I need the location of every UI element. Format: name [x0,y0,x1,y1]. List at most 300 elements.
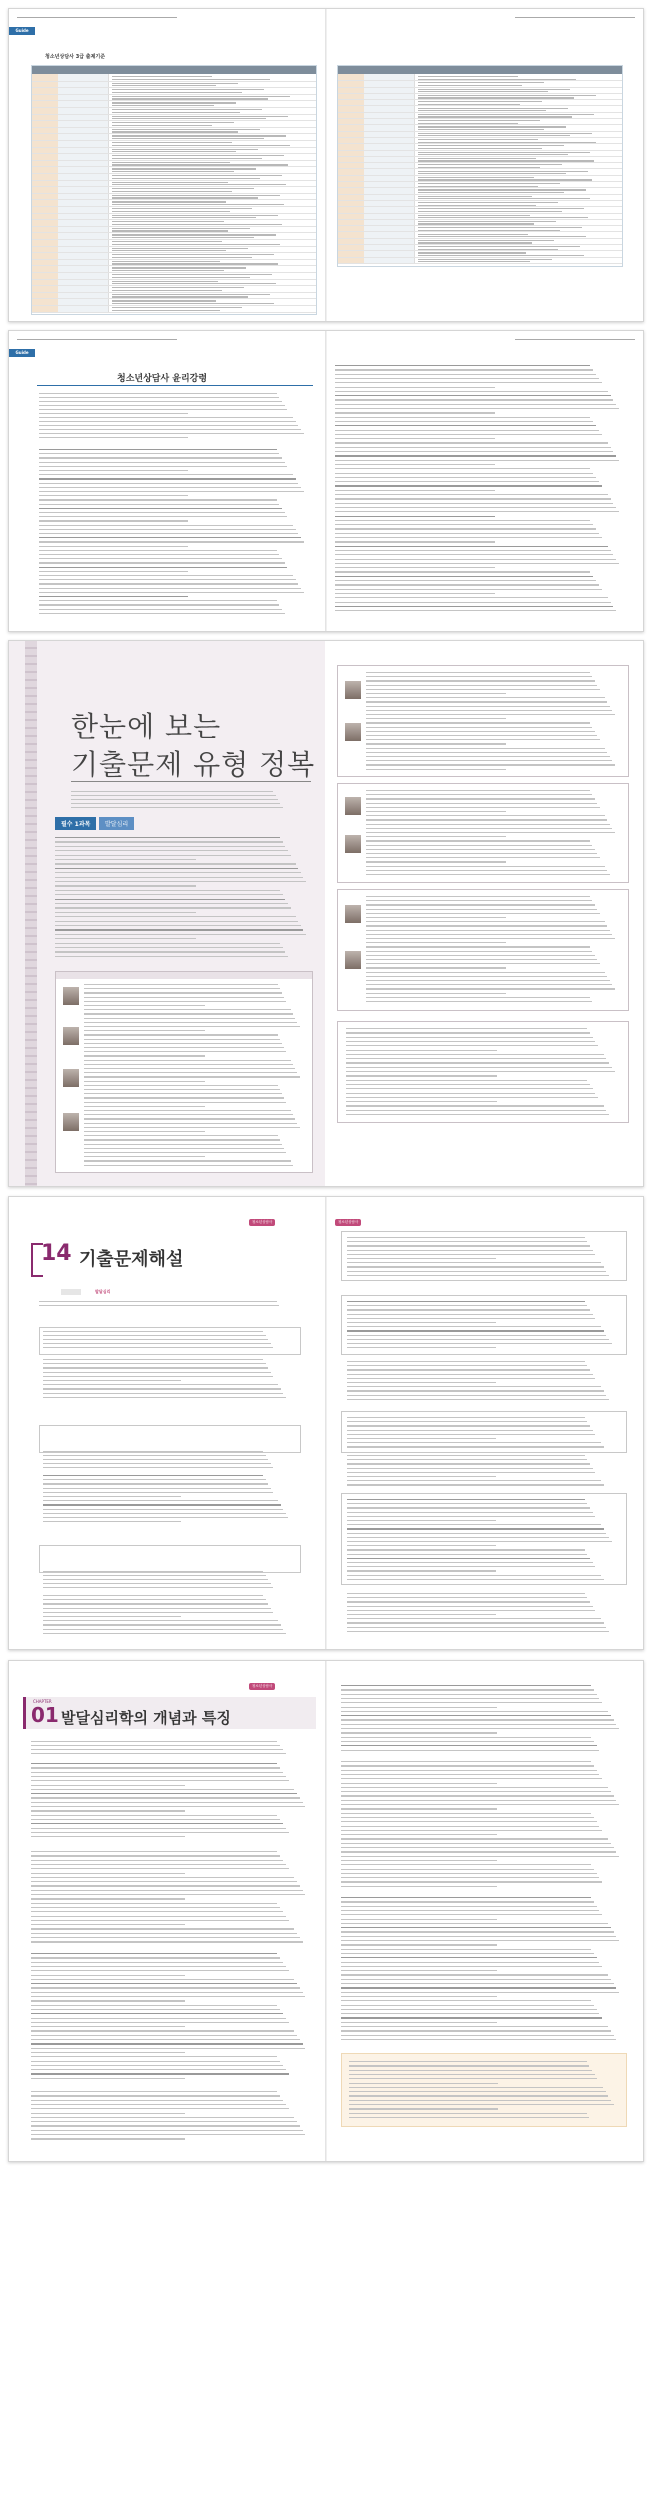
text-line [347,1318,595,1319]
text-line [39,470,188,471]
text-line [39,575,293,576]
cell-text [418,261,530,262]
text-line [366,857,600,858]
text-line [341,1996,497,1997]
spread-ethics-code [8,330,644,632]
text-line [341,1966,602,1967]
text-line [341,2005,594,2006]
text-line [346,1067,612,1068]
text-line [55,903,288,904]
text-line [347,1378,595,1379]
text-line [347,1326,601,1327]
spread-exam-solutions [8,1196,644,1650]
theorist-portrait [344,904,362,924]
text-line [347,1430,593,1431]
table-header [338,66,622,74]
text-line [31,2022,289,2023]
text-line [39,525,293,526]
text-line [341,1931,614,1932]
cell-text [112,178,260,179]
text-line [31,1987,300,1988]
text-line [366,794,592,795]
text-line [31,2134,305,2135]
text-line [71,791,273,792]
text-line [39,425,298,426]
text-line [39,474,293,475]
text-line [341,1873,597,1874]
text-line [335,399,613,400]
subject-badge: 필수 1과목 [55,817,96,830]
text-line [39,429,301,430]
text-line [366,811,506,812]
text-line [335,524,593,525]
text-line [31,2138,185,2139]
text-line [341,1800,616,1801]
text-line [71,803,280,804]
theory-table-middle [337,783,629,883]
text-line [43,1331,263,1332]
text-line [366,840,590,841]
text-line [366,828,612,829]
right-page [327,641,643,1186]
text-line [31,1937,300,1938]
text-line [39,571,188,572]
cell-text [112,168,256,169]
decorative-strip [25,641,37,1186]
text-line [55,877,303,878]
text-line [55,956,288,957]
text-line [347,1361,585,1362]
cell-text [418,196,532,197]
text-line [347,1533,606,1534]
text-line [341,2026,608,2027]
text-line [335,485,602,486]
text-line [347,1245,590,1246]
text-line [346,1093,595,1094]
text-line [349,2108,498,2109]
text-line [366,739,600,740]
text-line [31,1933,297,1934]
text-line [366,714,615,715]
cell-text [112,155,284,156]
text-line [335,533,599,534]
question-box [39,1425,301,1453]
text-line [366,849,595,850]
cell-text [112,109,262,110]
text-line [335,550,611,551]
cell-text [112,96,290,97]
text-line [55,872,301,873]
cell-text [112,241,222,242]
text-line [84,1093,282,1094]
cell-text [112,102,236,103]
text-line [335,528,596,529]
text-line [31,1767,280,1768]
text-line [366,925,607,926]
cell-text [112,142,232,143]
text-line [335,425,596,426]
right-page [327,1661,643,2161]
text-line [366,934,612,935]
text-line [39,554,279,555]
text-line [84,1039,280,1040]
cell-text [112,131,238,132]
text-line [349,2087,603,2088]
text-line [43,1455,266,1456]
text-line [341,1957,597,1958]
cell-text [418,139,538,140]
text-line [341,1864,591,1865]
text-line [366,764,615,765]
text-line [347,1622,604,1623]
text-line [55,943,280,944]
text-line [39,457,282,458]
text-line [341,1724,616,1725]
text-line [43,1488,271,1489]
text-line [341,1765,594,1766]
text-line [335,451,613,452]
text-line [366,972,605,973]
text-line [335,498,611,499]
left-page [9,331,325,631]
text-line [31,1924,185,1925]
text-line [335,447,611,448]
text-line [341,1808,497,1809]
text-line [31,2117,294,2118]
text-line [347,1524,601,1525]
text-line [31,1873,185,1874]
text-line [341,1741,594,1742]
text-line [346,1101,497,1102]
text-line [341,1838,608,1839]
text-line [341,1983,614,1984]
cell-text [112,171,234,172]
cell-text [112,118,266,119]
cell-text [112,303,274,304]
text-line [39,562,285,563]
side-tag: 청소년상담사 [249,1219,275,1226]
cell-text [112,261,220,262]
text-line [31,1749,283,1750]
text-line [366,756,610,757]
text-line [341,1843,611,1844]
text-line [347,1597,587,1598]
text-line [31,1928,294,1929]
text-line [335,378,599,379]
text-line [55,929,303,930]
text-line [43,1579,268,1580]
text-line [84,1009,291,1010]
cell-text [418,202,558,203]
text-line [31,1763,277,1764]
text-line [39,421,296,422]
text-line [335,421,593,422]
text-line [347,1275,609,1276]
text-line [346,1028,587,1029]
cell-text [112,221,224,222]
text-line [347,1579,604,1580]
cell-text [112,105,214,106]
text-line [347,1512,593,1513]
text-line [341,1707,497,1708]
text-line [346,1050,497,1051]
text-line [55,837,280,838]
cell-text [112,267,246,268]
text-line [39,478,296,479]
cell-text [112,234,276,235]
text-line [341,1787,608,1788]
text-line [39,604,279,605]
text-line [39,579,296,580]
text-line [84,984,278,985]
text-line [31,2043,303,2044]
text-line [84,1135,278,1136]
text-line [31,1745,280,1746]
text-line [346,1075,497,1076]
text-line [341,1783,497,1784]
text-line [366,710,612,711]
cell-text [112,89,264,90]
text-line [31,1836,185,1837]
text-line [341,1860,497,1861]
cell-text [418,164,562,165]
text-line [346,1114,609,1115]
text-line [31,2069,286,2070]
text-line [335,559,616,560]
text-line [43,1500,278,1501]
text-line [335,404,616,405]
text-line [366,980,610,981]
cell-text [112,263,278,264]
text-line [347,1386,601,1387]
text-line [43,1367,268,1368]
cell-text [418,126,566,127]
text-line [335,391,608,392]
text-line [43,1513,286,1514]
text-line [341,1877,599,1878]
theorist-portrait [344,680,362,700]
text-line [39,401,282,402]
text-line [341,1974,608,1975]
text-line [347,1374,593,1375]
summary-table [337,1021,629,1123]
part-marker [61,1289,81,1295]
text-line [347,1250,593,1251]
text-line [39,541,304,542]
text-line [31,1962,283,1963]
cell-text [418,145,564,146]
right-page [327,9,643,321]
text-line [366,832,615,833]
text-line [347,1382,496,1383]
text-line [335,503,613,504]
theorist-portrait [344,950,362,970]
cell-text [112,122,234,123]
text-line [341,2035,614,2036]
text-line [55,890,280,891]
text-line [347,1258,496,1259]
text-line [71,799,278,800]
text-line [366,913,600,914]
text-line [341,1817,594,1818]
standards-table-left [31,65,317,315]
text-line [43,1583,271,1584]
text-line [31,2095,280,2096]
cell-text [112,254,274,255]
text-line [43,1459,268,1460]
text-line [366,815,605,816]
text-line [39,491,304,492]
text-line [43,1347,273,1348]
text-line [346,1058,606,1059]
text-line [43,1363,266,1364]
cell-text [112,211,230,212]
text-line [39,613,285,614]
text-line [71,795,276,796]
section-title: 청소년상담사 3급 출제기준 [45,54,106,60]
theorist-portrait [344,796,362,816]
text-line [43,1479,266,1480]
text-line [39,487,301,488]
text-line [347,1455,585,1456]
text-line [31,1868,289,1869]
cell-text [112,250,226,251]
text-line [43,1620,278,1621]
text-line [43,1492,273,1493]
text-line [347,1301,585,1302]
text-line [347,1262,601,1263]
text-line [335,387,495,388]
theory-table-top [337,665,629,777]
text-line [335,511,619,512]
text-line [347,1463,590,1464]
text-line [347,1438,496,1439]
table-header [56,972,312,979]
cell-text [418,89,570,90]
text-line [43,1343,271,1344]
text-line [84,1005,205,1006]
cell-text [112,300,216,301]
ethics-title: 청소년상담사 윤리강령 [117,374,208,384]
text-line [71,807,283,808]
text-line [347,1558,590,1559]
text-line [43,1612,273,1613]
text-line [347,1507,590,1508]
text-line [347,1314,593,1315]
text-line [341,1869,594,1870]
cell-text [112,208,252,209]
text-line [347,1606,593,1607]
cell-text [418,208,584,209]
cell-text [418,189,586,190]
cell-text [418,95,596,96]
text-line [55,907,291,908]
text-line [84,1118,295,1119]
text-line [39,529,296,530]
text-line [346,1071,615,1072]
text-line [39,462,285,463]
cell-text [418,240,554,241]
text-line [335,602,611,603]
text-line [349,2078,597,2079]
text-line [55,841,283,842]
text-line [366,845,592,846]
text-line [349,2113,587,2114]
text-line [347,1541,612,1542]
text-line [341,1774,599,1775]
text-line [341,1737,591,1738]
text-line [335,520,590,521]
text-line [31,1966,286,1967]
text-line [347,1537,609,1538]
cell-text [112,116,288,117]
text-line [341,1813,591,1814]
text-line [39,550,277,551]
text-line [43,1372,271,1373]
text-line [366,685,597,686]
text-line [84,1152,286,1153]
text-line [43,1624,281,1625]
text-line [43,1380,181,1381]
text-line [347,1566,595,1567]
cell-text [418,252,526,253]
text-line [347,1545,496,1546]
text-line [347,1575,601,1576]
text-line [39,405,285,406]
cell-text [112,195,280,196]
cell-text [112,281,218,282]
text-line [84,1131,205,1132]
text-line [366,836,506,837]
text-line [31,1903,277,1904]
text-line [84,1081,205,1082]
text-line [39,567,287,568]
text-line [346,1097,598,1098]
text-line [341,1821,597,1822]
cell-text [112,149,258,150]
text-line [335,464,495,465]
text-line [84,1160,291,1161]
text-line [31,1785,185,1786]
text-line [341,1685,591,1686]
text-line [347,1425,590,1426]
text-line [335,593,495,594]
text-line [39,499,277,500]
text-line [31,2035,297,2036]
text-line [346,1032,590,1033]
text-line [341,1689,594,1690]
text-line [31,1881,297,1882]
text-line [347,1593,585,1594]
text-line [349,2100,611,2101]
text-line [39,520,188,521]
text-line [39,483,298,484]
text-line [84,1013,293,1014]
text-line [366,984,612,985]
text-line [84,1001,286,1002]
cell-text [112,188,254,189]
text-line [349,2074,595,2075]
text-line [84,1051,286,1052]
text-line [31,1793,297,1794]
text-line [84,1034,278,1035]
text-line [31,2065,283,2066]
text-line [341,1897,591,1898]
text-line [366,938,615,939]
text-line [39,516,287,517]
text-line [347,1305,587,1306]
text-line [347,1241,587,1242]
